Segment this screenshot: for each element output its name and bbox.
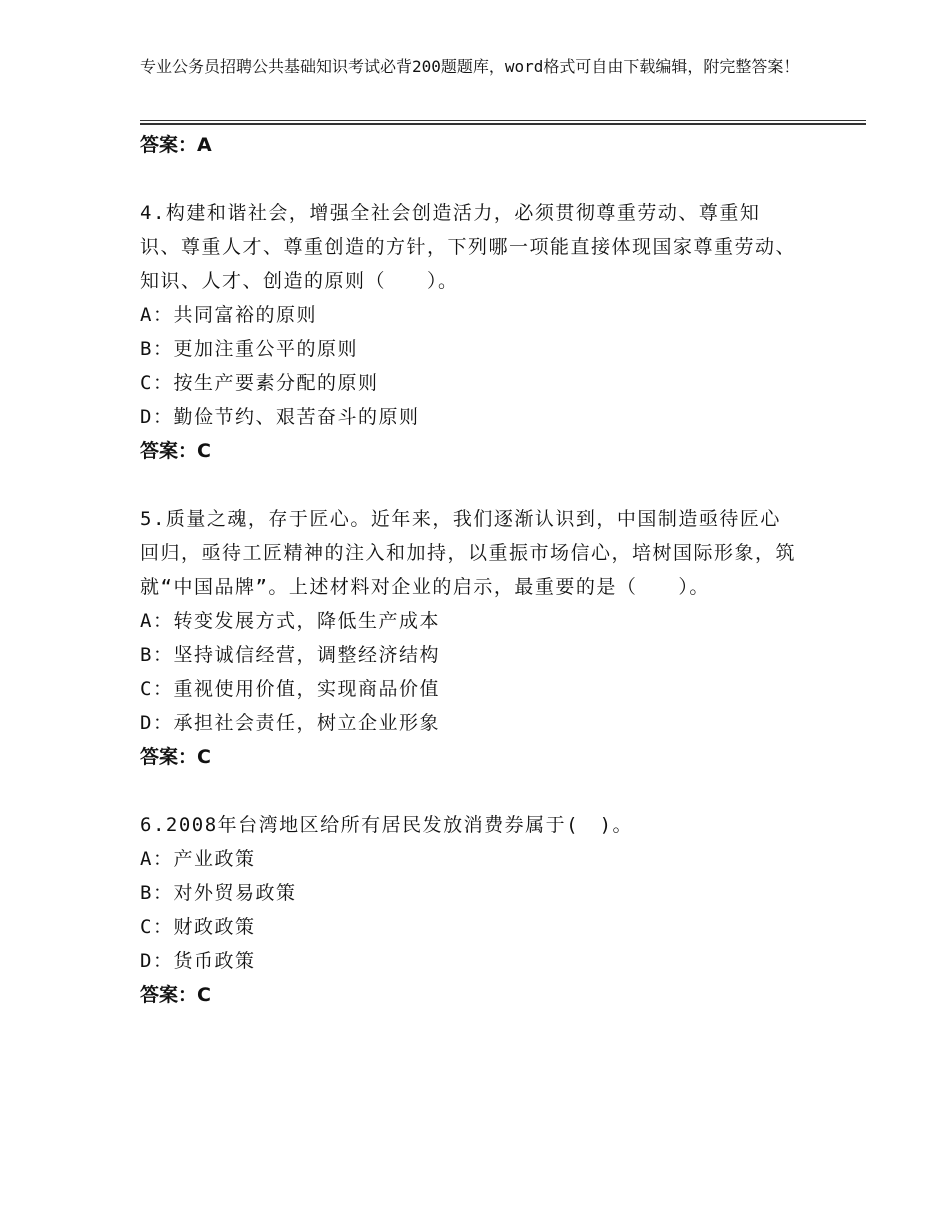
option-a: A：产业政策 [140, 848, 256, 870]
header-divider [140, 120, 866, 125]
answer-label: 答案：A [140, 134, 212, 156]
answer-label: 答案：C [140, 746, 211, 768]
option-c: C：财政政策 [140, 916, 256, 938]
answer-label: 答案：C [140, 440, 211, 462]
option-d: D：货币政策 [140, 950, 256, 972]
option-c: C：重视使用价值，实现商品价值 [140, 678, 440, 700]
question-5 [140, 502, 800, 774]
option-a: A：共同富裕的原则 [140, 304, 317, 326]
option-a: A：转变发展方式，降低生产成本 [140, 610, 440, 632]
answer-label: 答案：C [140, 984, 211, 1006]
page-header: 专业公务员招聘公共基础知识考试必背200题题库，word格式可自由下载编辑，附完整答案！ [140, 57, 800, 76]
question-stem: 6.2008年台湾地区给所有居民发放消费券属于( )。 [140, 814, 634, 836]
document-body [140, 128, 800, 1012]
option-c: C：按生产要素分配的原则 [140, 372, 379, 394]
question-stem: 4.构建和谐社会，增强全社会创造活力，必须贯彻尊重劳动、尊重知识、尊重人才、尊重创造的方针，下列哪一项能直接体现国家尊重劳动、知识、人才、创造的原则（ ）。 [140, 202, 797, 292]
option-d: D：承担社会责任，树立企业形象 [140, 712, 440, 734]
option-d: D：勤俭节约、艰苦奋斗的原则 [140, 406, 420, 428]
option-b: B：对外贸易政策 [140, 882, 297, 904]
option-b: B：坚持诚信经营，调整经济结构 [140, 644, 440, 666]
question-stem: 5.质量之魂，存于匠心。近年来，我们逐渐认识到，中国制造亟待匠心回归，亟待工匠精神的注入和加持，以重振市场信心，培树国际形象，筑就“中国品牌”。上述材料对企业的启示，最重要的是（ ）。 [140, 508, 797, 598]
option-b: B：更加注重公平的原则 [140, 338, 358, 360]
question-6 [140, 808, 800, 1012]
question-4 [140, 196, 800, 468]
